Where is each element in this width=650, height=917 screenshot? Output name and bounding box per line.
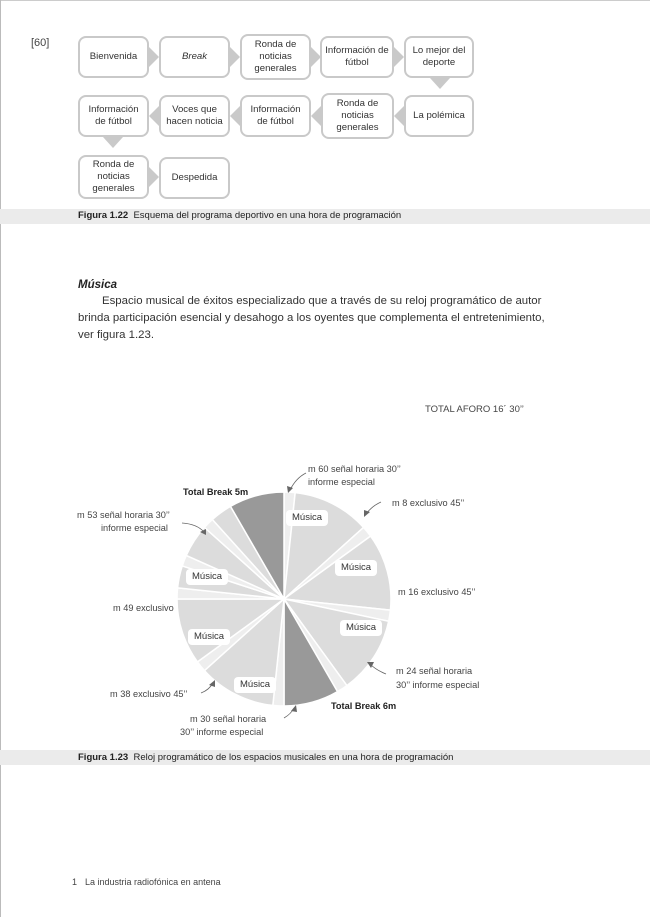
total-aforo: TOTAL AFORO 16´ 30’’ (425, 404, 524, 415)
label-m8: m 8 exclusivo 45’’ (392, 498, 465, 508)
flow-arrow-left (311, 106, 321, 126)
caption-label: Figura 1.22 (78, 210, 129, 221)
footer-number: 1 (72, 877, 78, 887)
label-m60-informe: informe especial (308, 477, 375, 487)
label-m53: m 53 señal horaria 30’’ (77, 510, 170, 520)
music-tag: Música (335, 560, 377, 576)
flow-arrow-left (394, 106, 404, 126)
flow-box-info-futbol: Información de fútbol (320, 36, 394, 78)
music-tag: Música (340, 620, 382, 636)
flow-arrow-right (149, 167, 159, 187)
flow-box-bienvenida: Bienvenida (78, 36, 149, 78)
page-number: [60] (31, 37, 50, 49)
arrowhead (209, 680, 215, 687)
footer-title: La industria radiofónica en antena (85, 877, 221, 887)
music-tag: Música (186, 569, 228, 585)
section-title: Música (78, 279, 117, 291)
figure-caption-1-23 (78, 752, 453, 763)
label-m24-informe: 30’’ informe especial (396, 680, 480, 690)
flow-box-ronda-noticias-2: Ronda de noticias generales (321, 93, 394, 139)
music-tag: Música (234, 677, 276, 693)
flow-box-lo-mejor: Lo mejor del deporte (404, 36, 474, 78)
music-tag: Música (188, 629, 230, 645)
flow-arrow-right (230, 47, 240, 67)
flow-box-info-futbol-3: Información de fútbol (240, 95, 311, 137)
flow-arrow-right (149, 47, 159, 67)
label-m24: m 24 señal horaria (396, 666, 473, 676)
flow-arrow-down (430, 78, 450, 89)
label-total-break-6m: Total Break 6m (331, 701, 397, 711)
label-m53-informe: informe especial (101, 523, 168, 533)
flow-box-despedida: Despedida (159, 157, 230, 199)
label-m60: m 60 señal horaria 30’’ (308, 464, 401, 474)
music-tag: Música (286, 510, 328, 526)
flow-box-polemica: La polémica (404, 95, 474, 137)
flow-arrow-left (230, 106, 240, 126)
label-total-break-5m: Total Break 5m (183, 487, 249, 497)
label-m49: m 49 exclusivo (113, 603, 174, 613)
label-m30: m 30 señal horaria (190, 714, 267, 724)
program-clock-chart (0, 450, 650, 740)
caption-text: Reloj programático de los espacios musicales en una hora de programación (133, 752, 454, 763)
page-top-edge (0, 0, 650, 1)
label-m30-informe: 30’’ informe especial (180, 727, 264, 737)
flow-arrow-down (103, 137, 123, 148)
flow-box-voces: Voces que hacen noticia (159, 95, 230, 137)
page-footer (72, 877, 229, 887)
section-body: Espacio musical de éxitos especializado que a través de su reloj programático de autor brinda participación esencial y desahogo a los oyentes que complementa el entretenimiento, ver figura 1.23. (78, 295, 545, 341)
arrowhead (364, 510, 370, 517)
label-m16: m 16 exclusivo 45’’ (398, 587, 476, 597)
figure-caption-1-22 (78, 210, 401, 221)
flow-box-break: Break (159, 36, 230, 78)
flow-box-info-futbol-2: Información de fútbol (78, 95, 149, 137)
flow-box-ronda-noticias: Ronda de noticias generales (240, 34, 311, 80)
leader-m60 (290, 473, 306, 490)
caption-label: Figura 1.23 (78, 752, 129, 763)
flow-arrow-left (149, 106, 159, 126)
leader-m24 (370, 664, 386, 674)
clock-pie (177, 492, 391, 706)
label-m38: m 38 exclusivo 45’’ (110, 689, 188, 699)
flow-arrow-right (394, 47, 404, 67)
caption-text: Esquema del programa deportivo en una hora de programación (133, 210, 402, 221)
flow-box-ronda-noticias-3: Ronda de noticias generales (78, 155, 149, 199)
